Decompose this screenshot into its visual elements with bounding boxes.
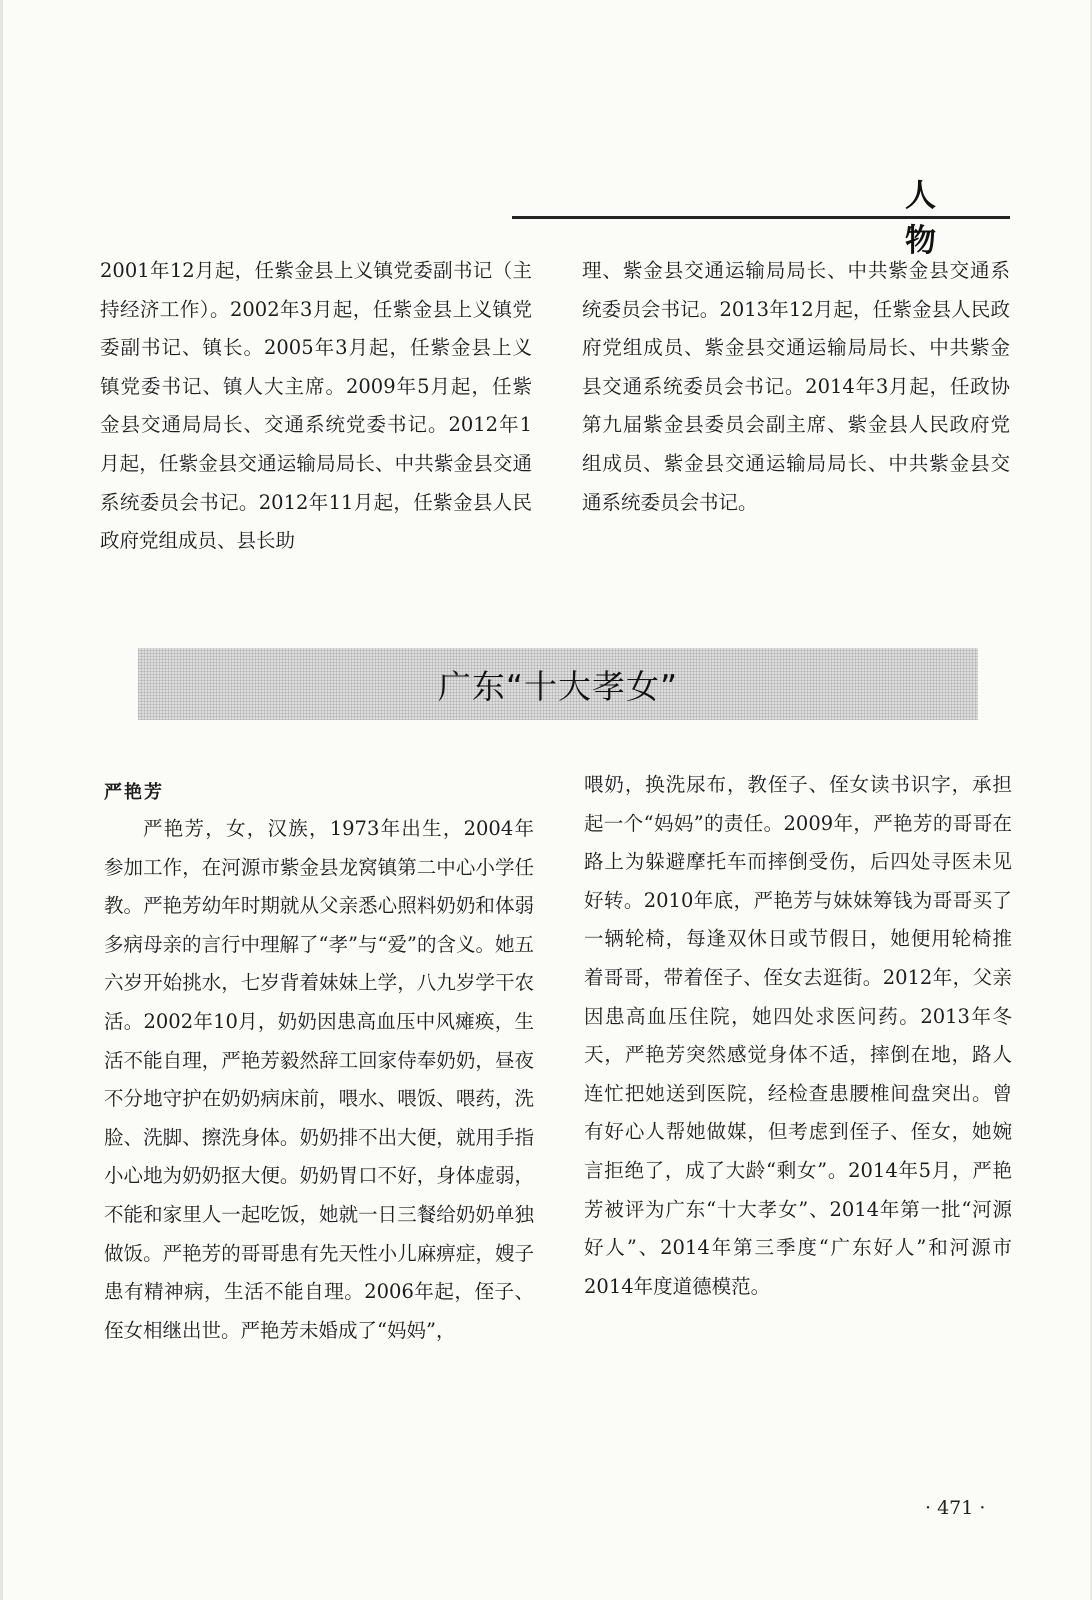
top-left-column (100, 252, 532, 561)
banner-title: 广东“十大孝女” (437, 666, 679, 706)
top-right-column (582, 252, 1010, 522)
top-right-paragraph: 理、紫金县交通运输局局长、中共紫金县交通系统委员会书记。2013年12月起，任紫金县人民政府党组成员、紫金县交通运输局局长、中共紫金县交通系统委员会书记。2014年3月起，任政协第九届紫金县委员会副主席、紫金县人民政府党组成员、紫金县交通运输局局长、中共紫金县交通系统委员会书记。 (582, 259, 1010, 514)
top-left-paragraph: 2001年12月起，任紫金县上义镇党委副书记（主持经济工作）。2002年3月起，任紫金县上义镇党委副书记、镇长。2005年3月起，任紫金县上义镇党委书记、镇人大主席。2009年5月起，任紫金县交通局局长、交通系统党委书记。2012年1月起，任紫金县交通运输局局长、中共紫金县交通系统委员会书记。2012年11月起，任紫金县人民政府党组成员、县长助 (100, 259, 532, 553)
page-number: · 471 · (925, 1497, 986, 1519)
article-right-column (584, 766, 1012, 1306)
person-name-heading: 严艳芳 (104, 782, 164, 803)
article-left-paragraph: 严艳芳，女，汉族，1973年出生，2004年参加工作，在河源市紫金县龙窝镇第二中心小学任教。严艳芳幼年时期就从父亲悉心照料奶奶和体弱多病母亲的言行中理解了“孝”与“爱”的含义。她五六岁开始挑水，七岁背着妹妹上学，八九岁学干农活。2002年10月，奶奶因患高血压中风瘫痪，生活不能自理，严艳芳毅然辞工回家侍奉奶奶，昼夜不分地守护在奶奶病床前，喂水、喂饭、喂药，洗脸、洗脚、擦洗身体。奶奶排不出大便，就用手指小心地为奶奶抠大便。奶奶胃口不好，身体虚弱，不能和家里人一起吃饭，她就一日三餐给奶奶单独做饭。严艳芳的哥哥患有先天性小儿麻痹症，嫂子患有精神病，生活不能自理。2006年起，侄子、侄女相继出世。严艳芳未婚成了“妈妈”， (104, 817, 534, 1342)
section-title: 人 物 (905, 178, 1023, 259)
header-rule (512, 216, 1010, 219)
article-left-column (104, 810, 534, 1350)
article-right-paragraph: 喂奶，换洗尿布，教侄子、侄女读书识字，承担起一个“妈妈”的责任。2009年，严艳芳的哥哥在路上为躲避摩托车而摔倒受伤，后四处寻医未见好转。2010年底，严艳芳与妹妹筹钱为哥哥买了一辆轮椅，每逢双休日或节假日，她便用轮椅推着哥哥，带着侄子、侄女去逛街。2012年，父亲因患高血压住院，她四处求医问药。2013年冬天，严艳芳突然感觉身体不适，摔倒在地，路人连忙把她送到医院，经检查患腰椎间盘突出。曾有好心人帮她做媒，但考虑到侄子、侄女，她婉言拒绝了，成了大龄“剩女”。2014年5月，严艳芳被评为广东“十大孝女”、2014年第一批“河源好人”、2014年第三季度“广东好人”和河源市2014年度道德模范。 (584, 773, 1012, 1298)
section-banner (138, 648, 978, 720)
